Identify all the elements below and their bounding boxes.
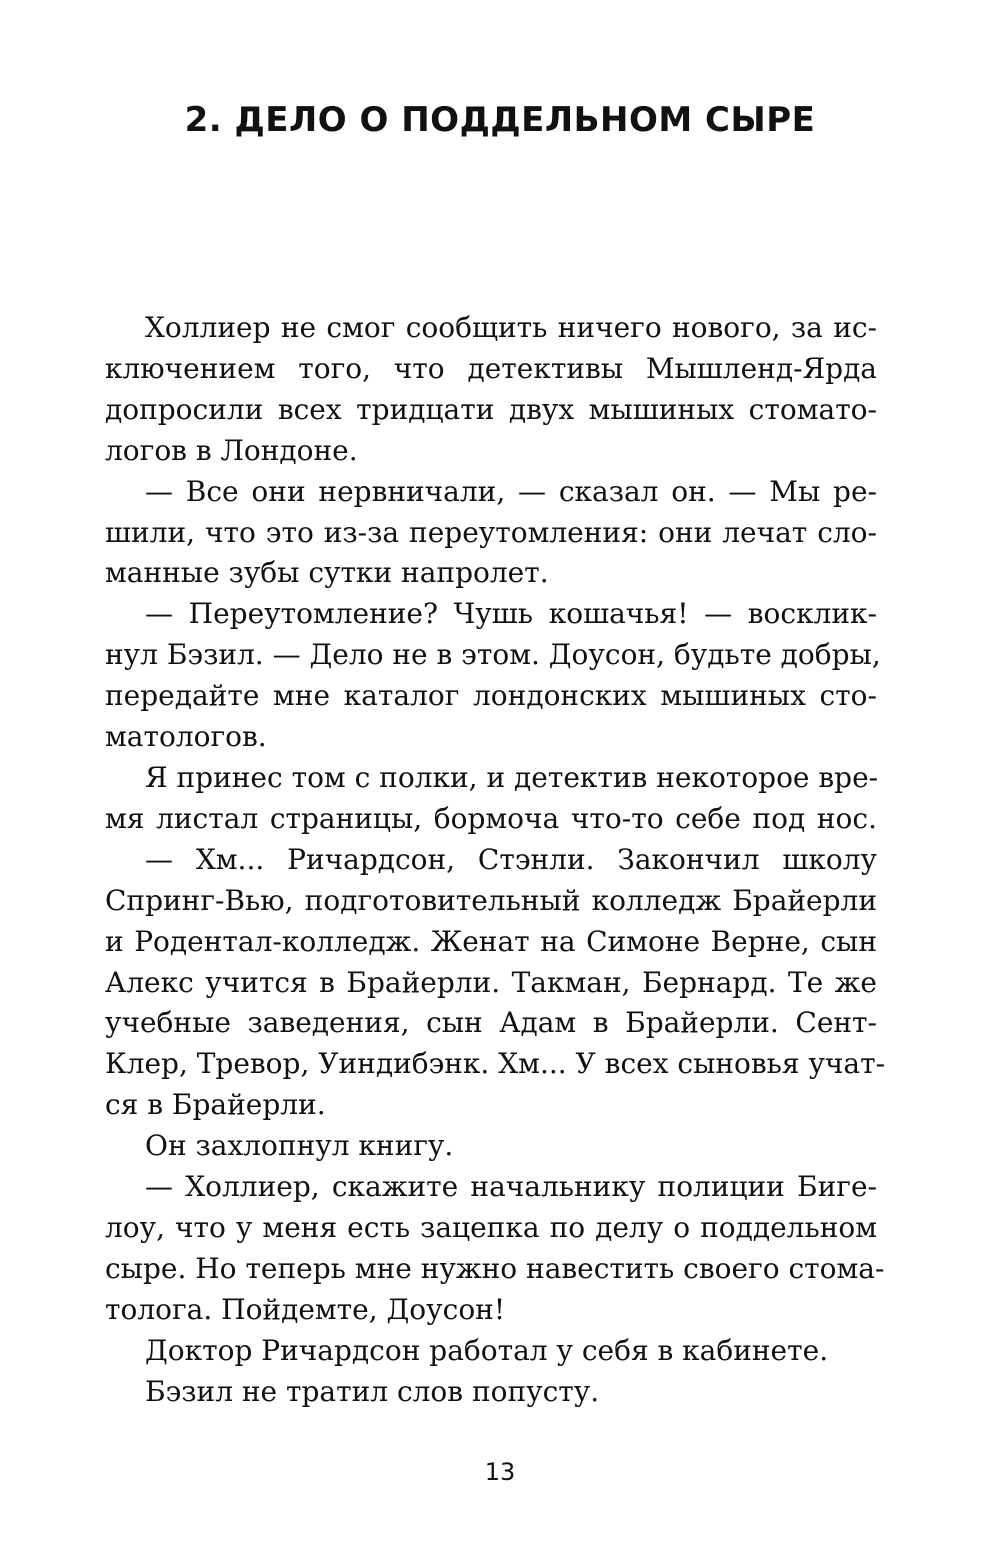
text-line: и Родентал-колледж. Женат на Симоне Верне, сын [105, 924, 877, 958]
text-line: логов в Лондоне. [105, 433, 358, 467]
text-line: — Переутомление? Чушь кошачья! — восклик- [145, 597, 877, 631]
text-line: шили, что это из-за переутомления: они лечат сло- [105, 515, 877, 549]
text-line: Спринг-Вью, подготовительный колледж Брайерли [105, 883, 877, 917]
text-line: толога. Пойдемте, Доусон! [105, 1292, 506, 1326]
text-line: — Холлиер, скажите начальнику полиции Биге- [145, 1170, 877, 1204]
text-line: нул Бэзил. — Дело не в этом. Доусон, будьте добры, [105, 638, 881, 672]
text-line: — Все они нервничали, — сказал он. — Мы ре- [145, 474, 877, 508]
text-line: Бэзил не тратил слов попусту. [145, 1374, 600, 1408]
text-line: — Хм... Ричардсон, Стэнли. Закончил школу [145, 842, 877, 876]
text-line: допросили всех тридцати двух мышиных стомато- [105, 392, 877, 426]
chapter-title: 2. ДЕЛО О ПОДДЕЛЬНОМ СЫРЕ [184, 100, 816, 140]
text-line: Клер, Тревор, Уиндибэнк. Хм... У всех сыновья учат- [105, 1047, 886, 1081]
text-line: матологов. [105, 720, 267, 754]
text-line: ся в Брайерли. [105, 1088, 326, 1122]
text-line: сыре. Но теперь мне нужно навестить своего стома- [105, 1251, 885, 1285]
page-number: 13 [484, 1458, 516, 1486]
body-text [105, 308, 886, 1412]
text-line: учебные заведения, сын Адам в Брайерли. Сент- [105, 1006, 877, 1040]
text-line: Алекс учится в Брайерли. Такман, Бернард. Те же [105, 965, 877, 999]
text-line: Он захлопнул книгу. [145, 1129, 454, 1163]
text-line: ключением того, что детективы Мышленд-Ярда [105, 351, 877, 385]
text-line: лоу, что у меня есть зацепка по делу о поддельном [105, 1210, 877, 1244]
text-line: Холлиер не смог сообщить ничего нового, за ис- [145, 311, 877, 344]
text-line: мя листал страницы, бормоча что-то себе под нос. [105, 801, 877, 835]
text-line: Я принес том с полки, и детектив некоторое вре- [145, 760, 879, 794]
text-line: Доктор Ричардсон работал у себя в кабинете. [145, 1333, 829, 1367]
text-line: передайте мне каталог лондонских мышиных сто- [105, 679, 877, 713]
text-line: манные зубы сутки напролет. [105, 556, 549, 590]
